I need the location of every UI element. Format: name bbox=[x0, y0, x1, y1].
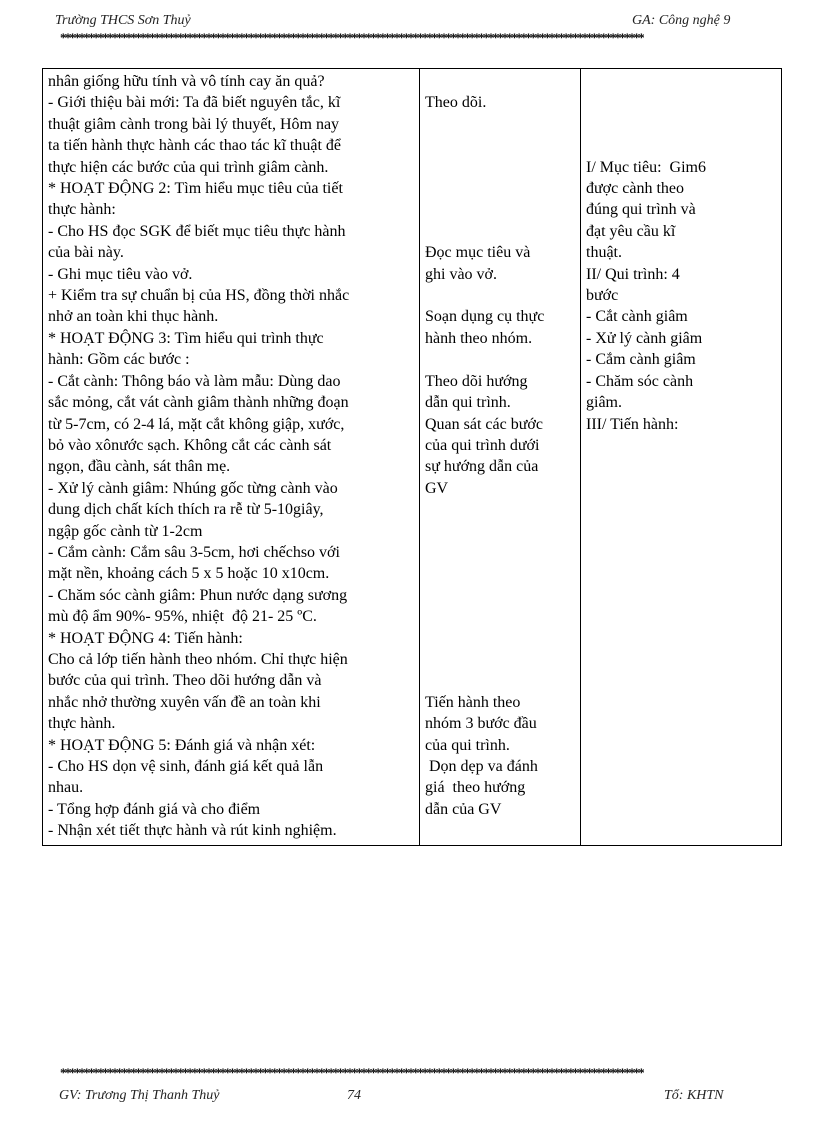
col1-line: ngập gốc cành từ 1-2cm bbox=[48, 522, 203, 540]
col3-line: bước bbox=[586, 287, 619, 305]
col1-line: dung dịch chất kích thích ra rễ từ 5-10giây, bbox=[48, 501, 324, 519]
header-subject: GA: Công nghệ 9 bbox=[632, 13, 731, 28]
col2-line: dẫn của GV bbox=[425, 800, 502, 818]
col1-line: nhắc nhở thường xuyên vấn đề an toàn khi bbox=[48, 693, 321, 711]
col1-line: hành: Gồm các bước : bbox=[48, 351, 190, 369]
col2-line: GV bbox=[425, 479, 449, 497]
col2-line bbox=[425, 178, 575, 199]
col1-line: ta tiến hành thực hành các thao tác kĩ thuật để bbox=[48, 137, 341, 155]
col1-line: - Ghi mục tiêu vào vở. bbox=[48, 265, 193, 283]
col2-line: của qui trình. bbox=[425, 736, 510, 754]
teacher-activity-cell bbox=[43, 69, 420, 846]
col3-line: II/ Qui trình: 4 bbox=[586, 265, 680, 283]
col1-line: - Chăm sóc cành giâm: Phun nước dạng sương bbox=[48, 586, 348, 604]
col1-line: * HOẠT ĐỘNG 2: Tìm hiểu mục tiêu của tiết bbox=[48, 180, 343, 198]
col1-line: Cho cả lớp tiến hành theo nhóm. Chỉ thực hiện bbox=[48, 650, 348, 668]
header-school: Trường THCS Sơn Thuỷ bbox=[55, 13, 191, 28]
col1-line: - Tổng hợp đánh giá và cho điểm bbox=[48, 800, 261, 818]
col3-line: - Cắt cành giâm bbox=[586, 308, 688, 326]
col2-line bbox=[425, 521, 575, 542]
col1-line: * HOẠT ĐỘNG 4: Tiến hành: bbox=[48, 629, 243, 647]
col2-line bbox=[425, 221, 575, 242]
col2-line bbox=[425, 649, 575, 670]
col1-line: ngọn, đầu cành, sát thân mẹ. bbox=[48, 458, 231, 476]
col2-line bbox=[425, 628, 575, 649]
col2-line bbox=[425, 71, 575, 92]
page-number: 74 bbox=[347, 1088, 361, 1103]
col2-line bbox=[425, 199, 575, 220]
col1-line: nhân giống hữu tính và vô tính cay ăn quả? bbox=[48, 73, 325, 90]
col2-line bbox=[425, 135, 575, 156]
col2-line: Dọn dẹp va đánh bbox=[425, 758, 538, 775]
col3-line: đúng qui trình và bbox=[586, 201, 696, 219]
col2-line bbox=[425, 670, 575, 691]
col2-line bbox=[425, 585, 575, 606]
col2-line: giá theo hướng bbox=[425, 779, 526, 797]
col3-line: thuật. bbox=[586, 244, 622, 262]
col2-line: Tiến hành theo bbox=[425, 693, 521, 711]
student-activity-cell bbox=[420, 69, 581, 846]
col3-line bbox=[586, 135, 776, 156]
col1-line: bước của qui trình. Theo dõi hướng dẫn và bbox=[48, 672, 322, 690]
footer-group: Tổ: KHTN bbox=[664, 1088, 724, 1103]
col1-line: thực hành. bbox=[48, 715, 116, 733]
col3-line bbox=[586, 71, 776, 92]
col1-line: của bài này. bbox=[48, 244, 124, 262]
col2-line: Đọc mục tiêu và bbox=[425, 244, 531, 262]
col1-line: - Cắt cành: Thông báo và làm mẫu: Dùng dao bbox=[48, 372, 341, 390]
footer-separator: **************************************************************************************************************************** bbox=[60, 1066, 643, 1080]
col2-line bbox=[425, 542, 575, 563]
col2-line bbox=[425, 349, 575, 370]
col2-line bbox=[425, 157, 575, 178]
col1-line: thuật giâm cành trong bài lý thuyết, Hôm nay bbox=[48, 115, 340, 133]
col3-line: được cành theo bbox=[586, 180, 684, 198]
table-row bbox=[43, 69, 782, 846]
col1-line: mù độ ẩm 90%- 95%, nhiệt độ 21- 25 ºC. bbox=[48, 608, 317, 626]
content-cell bbox=[581, 69, 782, 846]
col3-line: giâm. bbox=[586, 394, 622, 412]
col1-line: - Cắm cành: Cắm sâu 3-5cm, hơi chếchso với bbox=[48, 543, 340, 561]
col2-line bbox=[425, 499, 575, 520]
col3-line: III/ Tiến hành: bbox=[586, 415, 679, 433]
col2-line: Soạn dụng cụ thực bbox=[425, 308, 545, 326]
col2-line: của qui trình dưới bbox=[425, 436, 540, 454]
col1-line: + Kiểm tra sự chuẩn bị của HS, đồng thời nhắc bbox=[48, 287, 350, 305]
col3-line: - Cắm cành giâm bbox=[586, 351, 696, 369]
col1-line: mặt nền, khoảng cách 5 x 5 hoặc 10 x10cm. bbox=[48, 565, 330, 583]
col1-line: * HOẠT ĐỘNG 3: Tìm hiểu qui trình thực bbox=[48, 329, 324, 347]
col2-line bbox=[425, 285, 575, 306]
col1-line: nhau. bbox=[48, 779, 84, 797]
col1-line: - Cho HS dọn vệ sinh, đánh giá kết quả lẫn bbox=[48, 758, 324, 775]
col2-line bbox=[425, 563, 575, 584]
col1-line: thực hiện các bước của qui trình giâm cành. bbox=[48, 158, 329, 176]
col1-line: * HOẠT ĐỘNG 5: Đánh giá và nhận xét: bbox=[48, 736, 316, 754]
col1-line: - Xử lý cành giâm: Nhúng gốc từng cành vào bbox=[48, 479, 338, 497]
header-separator: **************************************************************************************************************************** bbox=[60, 31, 643, 45]
lesson-table bbox=[42, 68, 782, 846]
footer-teacher: GV: Trương Thị Thanh Thuỷ bbox=[59, 1088, 220, 1103]
col3-line: - Xử lý cành giâm bbox=[586, 329, 703, 347]
col3-line: I/ Mục tiêu: Gim6 bbox=[586, 158, 706, 176]
col3-line bbox=[586, 114, 776, 135]
col2-line: nhóm 3 bước đầu bbox=[425, 715, 537, 733]
col3-line: - Chăm sóc cành bbox=[586, 372, 694, 390]
col2-line: Theo dõi hướng bbox=[425, 372, 528, 390]
col2-line: dẫn qui trình. bbox=[425, 394, 511, 412]
col3-line: đạt yêu cầu kĩ bbox=[586, 222, 676, 240]
col2-line: Theo dõi. bbox=[425, 94, 487, 112]
col1-line: - Cho HS đọc SGK để biết mục tiêu thực hành bbox=[48, 222, 346, 240]
col1-line: từ 5-7cm, có 2-4 lá, mặt cắt không giập, xước, bbox=[48, 415, 345, 433]
col1-line: nhở an toàn khi thục hành. bbox=[48, 308, 219, 326]
col1-line: - Giới thiệu bài mới: Ta đã biết nguyên tắc, kĩ bbox=[48, 94, 341, 112]
col2-line: ghi vào vở. bbox=[425, 265, 498, 283]
col2-line: hành theo nhóm. bbox=[425, 329, 533, 347]
col1-line: - Nhận xét tiết thực hành và rút kinh nghiệm. bbox=[48, 822, 337, 840]
col3-line bbox=[586, 92, 776, 113]
col1-line: thực hành: bbox=[48, 201, 116, 219]
col1-line: bỏ vào xônước sạch. Không cắt các cành sát bbox=[48, 436, 332, 454]
col1-line: sắc mỏng, cắt vát cành giâm thành những đoạn bbox=[48, 394, 349, 412]
col2-line bbox=[425, 606, 575, 627]
col2-line: sự hướng dẫn của bbox=[425, 458, 539, 476]
col2-line bbox=[425, 114, 575, 135]
col2-line: Quan sát các bước bbox=[425, 415, 543, 433]
